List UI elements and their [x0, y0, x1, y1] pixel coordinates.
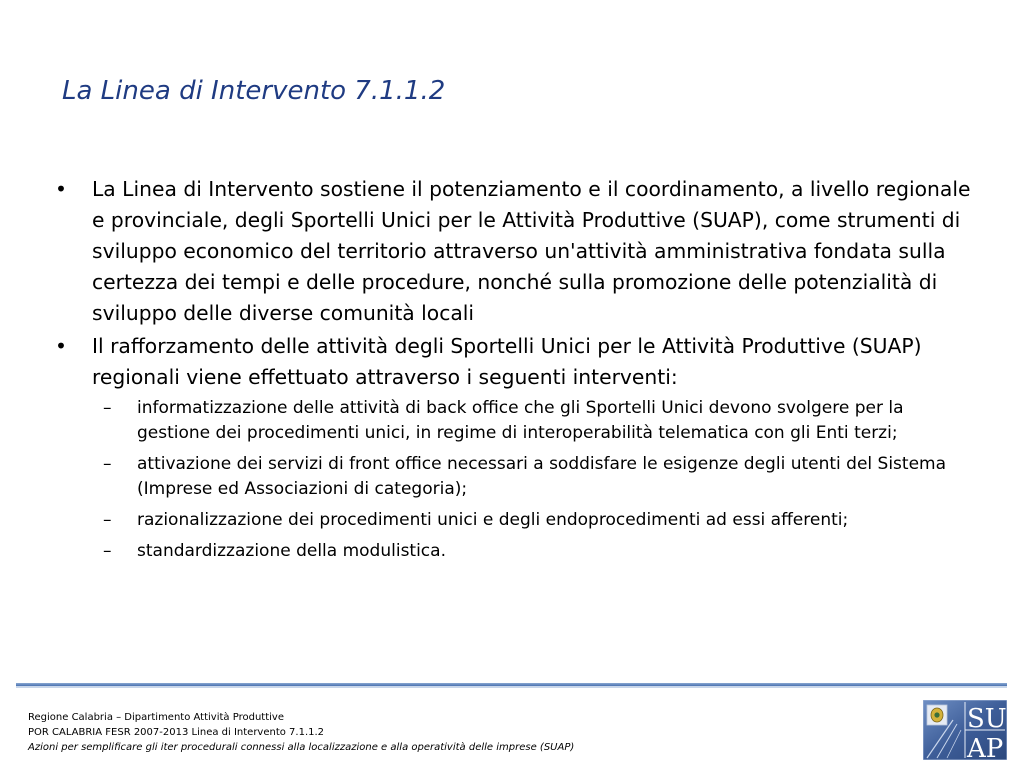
bullet-item — [55, 331, 975, 393]
bullet-glyph: • — [55, 177, 67, 201]
bullet-glyph: • — [55, 334, 67, 358]
dash-glyph: – — [103, 510, 112, 530]
dash-glyph: – — [103, 398, 112, 418]
logo-text-top: SU — [967, 704, 1007, 734]
sub-bullet-text: attivazione dei servizi di front office necessari a soddisfare le esigenze degli utenti del Sistema (Imprese ed Associazioni di categoria); — [137, 454, 947, 499]
dash-glyph: – — [103, 454, 112, 474]
bullet-list — [55, 174, 975, 564]
sub-bullet-text: razionalizzazione dei procedimenti unici e degli endoprocedimenti ad essi afferenti; — [137, 510, 849, 530]
sub-bullet-item — [55, 539, 975, 564]
sub-bullet-text: standardizzazione della modulistica. — [137, 541, 446, 561]
sub-bullet-text: informatizzazione delle attività di back office che gli Sportelli Unici devono svolgere per la gestione dei procedimenti unici, in regime di interoperabilità telematica con gli Enti terzi; — [137, 398, 904, 443]
sub-bullet-item — [55, 396, 975, 446]
bullet-text: Il rafforzamento delle attività degli Sportelli Unici per le Attività Produttive (SUAP) regionali viene effettuato attraverso i seguenti interventi: — [92, 334, 922, 389]
suap-logo-icon — [923, 700, 1007, 760]
footer-divider-shadow — [16, 686, 1007, 688]
bullet-text: La Linea di Intervento sostiene il potenziamento e il coordinamento, a livello regionale e provinciale, degli Sportelli Unici per le Attività Produttive (SUAP), come strumenti di sviluppo economico del territorio attraverso un'attività amministrativa fondata sulla certezza dei tempi e delle procedure, nonché sulla promozione delle potenzialità di sviluppo delle diverse comunità locali — [92, 177, 971, 325]
footer-text — [28, 710, 574, 755]
sub-bullet-item — [55, 452, 975, 502]
footer-line-1: Regione Calabria – Dipartimento Attività Produttive — [28, 712, 284, 723]
footer-line-2: POR CALABRIA FESR 2007-2013 Linea di Intervento 7.1.1.2 — [28, 727, 325, 738]
footer-line-3: Azioni per semplificare gli iter procedurali connessi alla localizzazione e alla operatività delle imprese (SUAP) — [28, 742, 575, 753]
bullet-item — [55, 174, 975, 329]
sub-bullet-item — [55, 508, 975, 533]
slide-title: La Linea di Intervento 7.1.1.2 — [62, 76, 446, 106]
dash-glyph: – — [103, 541, 112, 561]
logo-text-bottom: AP — [967, 734, 1004, 760]
